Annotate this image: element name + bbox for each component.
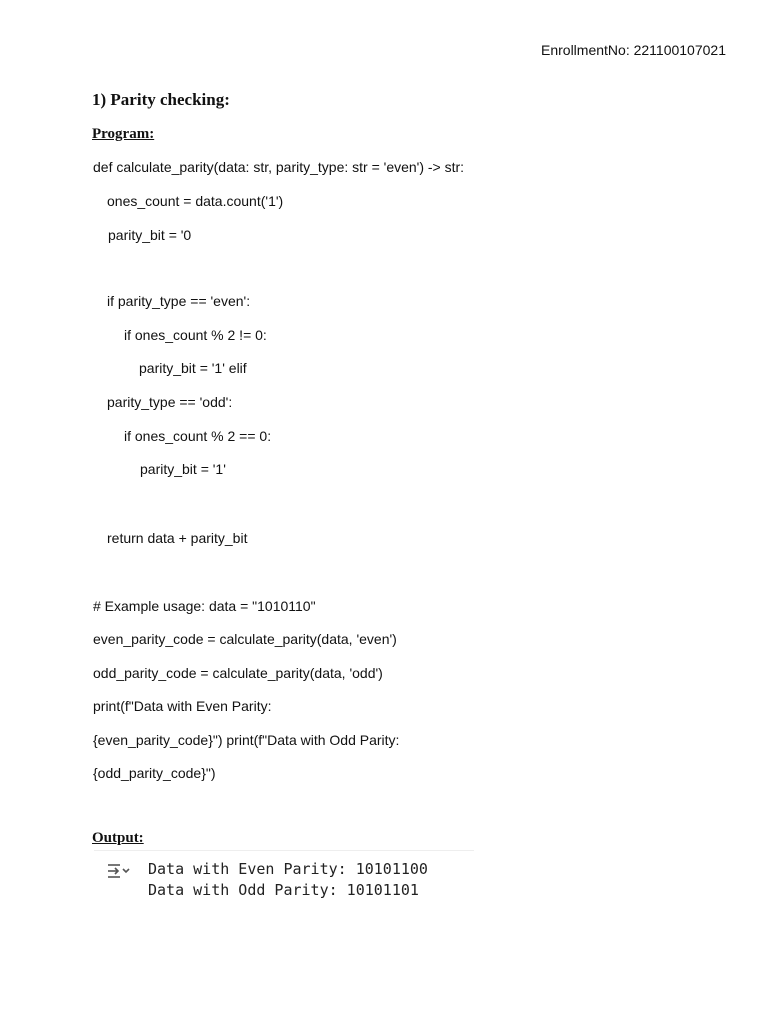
code-line: ones_count = data.count('1') [107, 193, 284, 209]
enrollment-number: EnrollmentNo: 221100107021 [541, 42, 726, 58]
code-line: even_parity_code = calculate_parity(data, 'even') [93, 631, 397, 647]
section-title: 1) Parity checking: [92, 90, 230, 109]
output-box [94, 850, 474, 903]
code-line: parity_bit = '1' elif [139, 360, 247, 376]
program-label: Program: [92, 126, 155, 142]
code-line: {odd_parity_code}") [93, 765, 216, 781]
code-line: if ones_count % 2 != 0: [124, 327, 267, 343]
output-expand-icon[interactable] [106, 861, 130, 881]
code-line: parity_bit = '1' [140, 461, 226, 477]
code-line: def calculate_parity(data: str, parity_type: str = 'even') -> str: [93, 159, 465, 175]
code-line: parity_bit = '0 [108, 227, 192, 243]
code-line: parity_type == 'odd': [107, 394, 233, 410]
output-line: Data with Odd Parity: 10101101 [148, 881, 419, 899]
code-line: odd_parity_code = calculate_parity(data, 'odd') [93, 665, 383, 681]
code-line: if parity_type == 'even': [107, 293, 251, 309]
code-line: return data + parity_bit [107, 530, 248, 546]
code-line: {even_parity_code}") print(f"Data with Odd Parity: [93, 732, 400, 748]
output-label: Output: [92, 830, 144, 846]
output-line: Data with Even Parity: 10101100 [148, 860, 428, 878]
code-line: # Example usage: data = "1010110" [93, 598, 316, 614]
code-line: print(f"Data with Even Parity: [93, 698, 272, 714]
code-line: if ones_count % 2 == 0: [124, 428, 272, 444]
